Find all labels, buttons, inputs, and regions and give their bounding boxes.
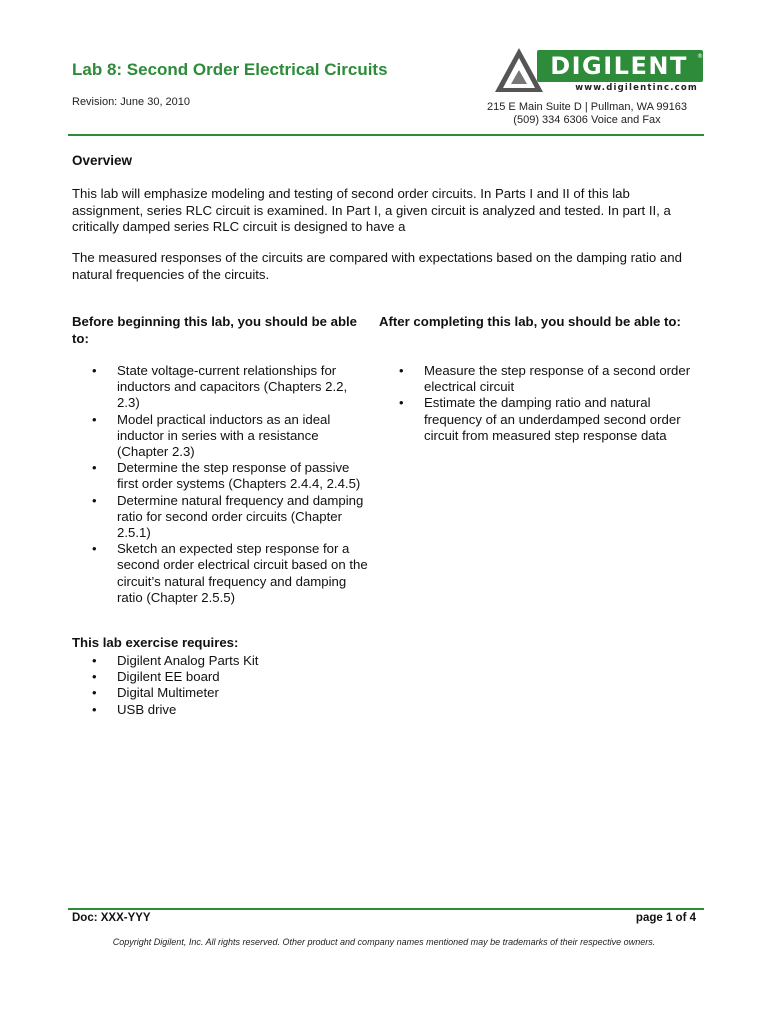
list-item: • Sketch an expected step response for a second order electrical circuit based on the circuit’s natural frequency and damping ratio (Chapter 2.5.5) [92, 541, 368, 605]
bullet-icon: • [92, 363, 97, 378]
list-item: • USB drive [92, 701, 177, 717]
list-item: • Determine natural frequency and damping ratio for second order circuits (Chapter 2.5.1) [92, 492, 364, 541]
requires-list [72, 653, 372, 718]
bullet-icon: • [399, 363, 404, 378]
list-item: • Model practical inductors as an ideal inductor in series with a resistance (Chapter 2.3) [92, 411, 331, 460]
list-item: • State voltage-current relationships for inductors and capacitors (Chapters 2.2, 2.3) [92, 363, 348, 411]
overview-paragraph-1: This lab will emphasize modeling and testing of second order circuits. In Parts I and II of this lab assignment, series RLC circuit is examined. In Part I, a given circuit is analyzed and tested. In part II, a critically damped series RLC circuit is designed to have a [72, 186, 671, 234]
bullet-icon: • [92, 541, 97, 557]
page-title: Lab 8: Second Order Electrical Circuits [72, 60, 388, 79]
bullet-icon: • [92, 669, 97, 685]
list-item: • Determine the step response of passive first order systems (Chapters 2.4.4, 2.4.5) [92, 460, 361, 492]
document-id: Doc: XXX-YYY [72, 912, 151, 924]
page-number: page 1 of 4 [635, 912, 696, 924]
list-item: • Digilent Analog Parts Kit [92, 653, 259, 668]
bullet-icon: • [92, 460, 97, 476]
bullet-icon: • [92, 685, 97, 701]
overview-paragraph-2: The measured responses of the circuits are compared with expectations based on the damping ratio and natural frequencies of the circuits. [72, 250, 682, 282]
company-address [470, 101, 704, 127]
bullet-icon: • [92, 411, 97, 427]
revision-date: Revision: June 30, 2010 [72, 96, 191, 108]
bullet-icon: • [92, 701, 97, 717]
bullet-icon: • [92, 492, 97, 508]
svg-text:®: ® [697, 53, 703, 60]
requires-heading: This lab exercise requires: [72, 635, 239, 650]
bullet-icon: • [92, 653, 97, 668]
copyright-notice: Copyright Digilent, Inc. All rights reserved. Other product and company names mentioned may be trademarks of their respective owners. [112, 937, 656, 947]
list-item: • Digital Multimeter [92, 685, 219, 701]
logo-url: www.digilentinc.com [575, 83, 698, 93]
list-item: • Digilent EE board [92, 669, 220, 685]
footer-divider [68, 908, 704, 910]
before-list [72, 363, 370, 606]
before-heading: Before beginning this lab, you should be able to: [72, 314, 358, 346]
bullet-icon: • [399, 395, 404, 411]
address-line: 215 E Main Suite D | Pullman, WA 99163 [487, 101, 687, 113]
after-list [379, 363, 699, 444]
phone-line: (509) 334 6306 Voice and Fax [513, 114, 661, 126]
logo-wordmark: DIGILENT [550, 52, 688, 80]
list-item: • Measure the step response of a second order electrical circuit [399, 363, 691, 395]
header-divider [68, 134, 704, 136]
after-heading: After completing this lab, you should be able to: [379, 314, 681, 329]
list-item: • Estimate the damping ratio and natural frequency of an underdamped second order circuit from measured step response data [399, 395, 681, 443]
overview-heading: Overview [72, 153, 133, 168]
